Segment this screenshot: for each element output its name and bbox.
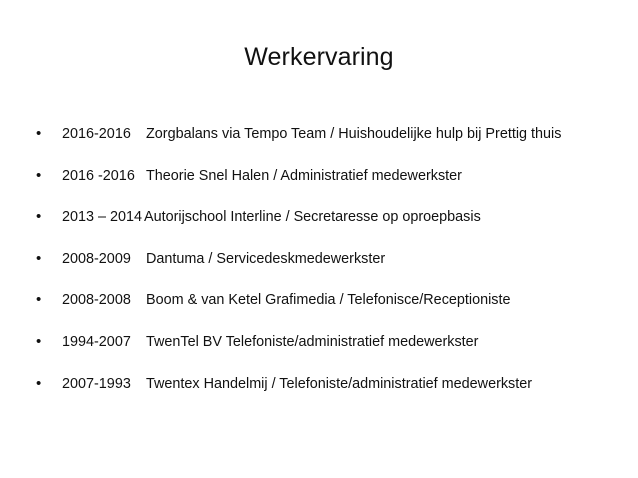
period-label: 1994-2007	[62, 333, 131, 350]
slide-title: Werkervaring	[244, 43, 394, 71]
period-label: 2016 -2016	[62, 167, 135, 184]
list-item	[36, 290, 626, 332]
period-label: 2013 – 2014	[62, 209, 143, 226]
work-experience-list	[36, 124, 626, 415]
period-label: 2008-2008	[62, 292, 131, 309]
list-item	[36, 374, 626, 416]
period-label: 2007-1993	[62, 375, 131, 392]
job-description: Boom & van Ketel Grafimedia / Telefonisce/Receptioniste	[146, 292, 511, 309]
job-description: Theorie Snel Halen / Administratief medewerkster	[146, 167, 462, 184]
bullet-icon: •	[36, 166, 42, 184]
period-label: 2008-2009	[62, 250, 131, 267]
job-description: Twentex Handelmij / Telefoniste/administratief medewerkster	[146, 375, 533, 392]
bullet-icon: •	[36, 125, 42, 142]
bullet-icon: •	[36, 374, 42, 392]
list-item	[36, 124, 626, 166]
period-label: 2016-2016	[62, 126, 131, 142]
list-item	[36, 332, 626, 374]
job-description: Zorgbalans via Tempo Team / Huishoudelijke hulp bij Prettig thuis	[146, 126, 562, 142]
list-item	[36, 249, 626, 291]
list-item	[36, 207, 626, 249]
list-item	[36, 166, 626, 208]
job-description: TwenTel BV Telefoniste/administratief medewerkster	[146, 333, 479, 350]
bullet-icon: •	[36, 249, 42, 267]
job-description: Autorijschool Interline / Secretaresse op oproepbasis	[144, 209, 481, 226]
bullet-icon: •	[36, 208, 42, 226]
bullet-icon: •	[36, 291, 42, 309]
bullet-icon: •	[36, 332, 42, 350]
job-description: Dantuma / Servicedeskmedewerkster	[146, 250, 386, 267]
